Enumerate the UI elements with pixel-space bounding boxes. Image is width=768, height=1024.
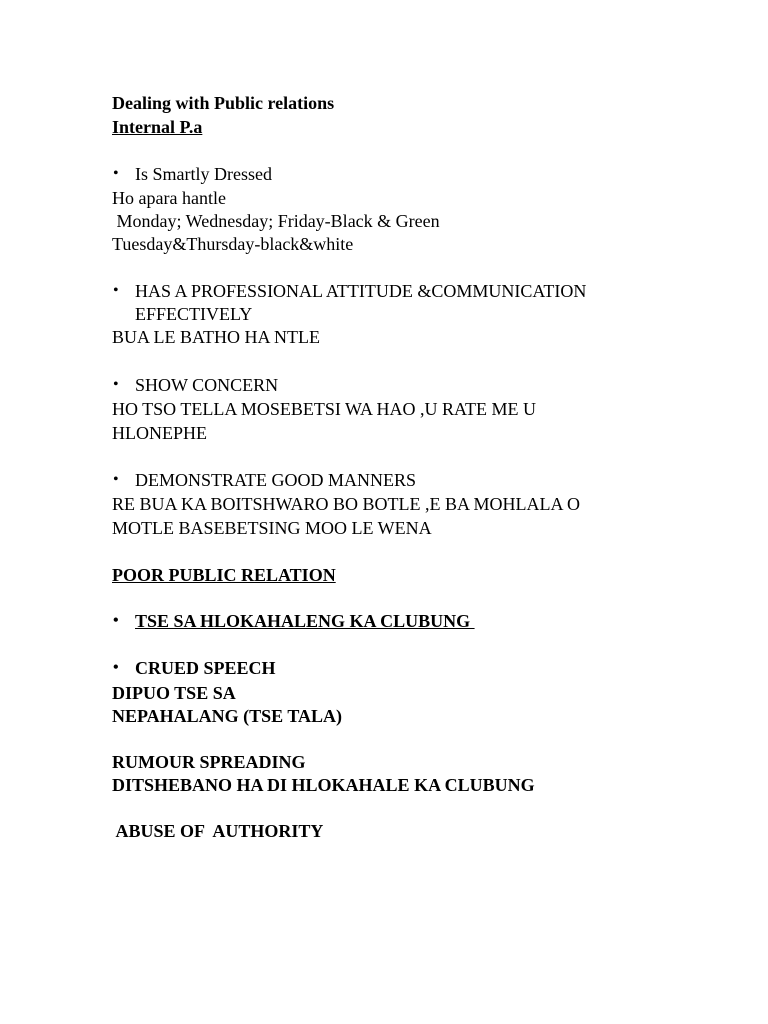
body-line: DITSHEBANO HA DI HLOKAHALE KA CLUBUNG — [112, 775, 535, 795]
bullet-item-good-manners: DEMONSTRATE GOOD MANNERS — [135, 470, 417, 490]
body-line: NEPAHALANG (TSE TALA) — [112, 706, 343, 726]
bullet-item-show-concern: SHOW CONCERN — [135, 375, 279, 395]
body-line: HO TSO TELLA MOSEBETSI WA HAO ,U RATE ME U — [112, 399, 537, 419]
body-line: Ho apara hantle — [112, 188, 226, 208]
bullet-item-smartly-dressed: Is Smartly Dressed — [135, 164, 272, 184]
body-line: Monday; Wednesday; Friday-Black & Green — [112, 211, 440, 231]
body-line: DIPUO TSE SA — [112, 683, 236, 703]
document-subtitle: Internal P.a — [112, 117, 203, 137]
bullet-icon: • — [113, 471, 119, 488]
section-heading-poor-public-relation: POOR PUBLIC RELATION — [112, 565, 336, 585]
bullet-item-professional-attitude: HAS A PROFESSIONAL ATTITUDE &COMMUNICATION — [135, 281, 587, 301]
bullet-icon: • — [113, 165, 119, 182]
bullet-item-tse-sa-hlokahaleng: TSE SA HLOKAHALENG KA CLUBUNG — [135, 611, 475, 631]
body-line: MOTLE BASEBETSING MOO LE WENA — [112, 518, 432, 538]
bullet-icon: • — [113, 376, 119, 393]
body-line: Tuesday&Thursday-black&white — [112, 234, 354, 254]
bullet-icon: • — [113, 282, 119, 299]
bullet-item-continuation: EFFECTIVELY — [135, 304, 253, 324]
body-line-rumour-spreading: RUMOUR SPREADING — [112, 752, 306, 772]
body-line: RE BUA KA BOITSHWARO BO BOTLE ,E BA MOHLALA O — [112, 494, 581, 514]
body-line-abuse-of-authority: ABUSE OF AUTHORITY — [112, 821, 324, 841]
bullet-icon: • — [113, 659, 119, 676]
bullet-item-crued-speech: CRUED SPEECH — [135, 658, 276, 678]
document-title: Dealing with Public relations — [112, 93, 335, 113]
body-line: HLONEPHE — [112, 423, 207, 443]
bullet-icon: • — [113, 612, 119, 629]
body-line: BUA LE BATHO HA NTLE — [112, 327, 320, 347]
